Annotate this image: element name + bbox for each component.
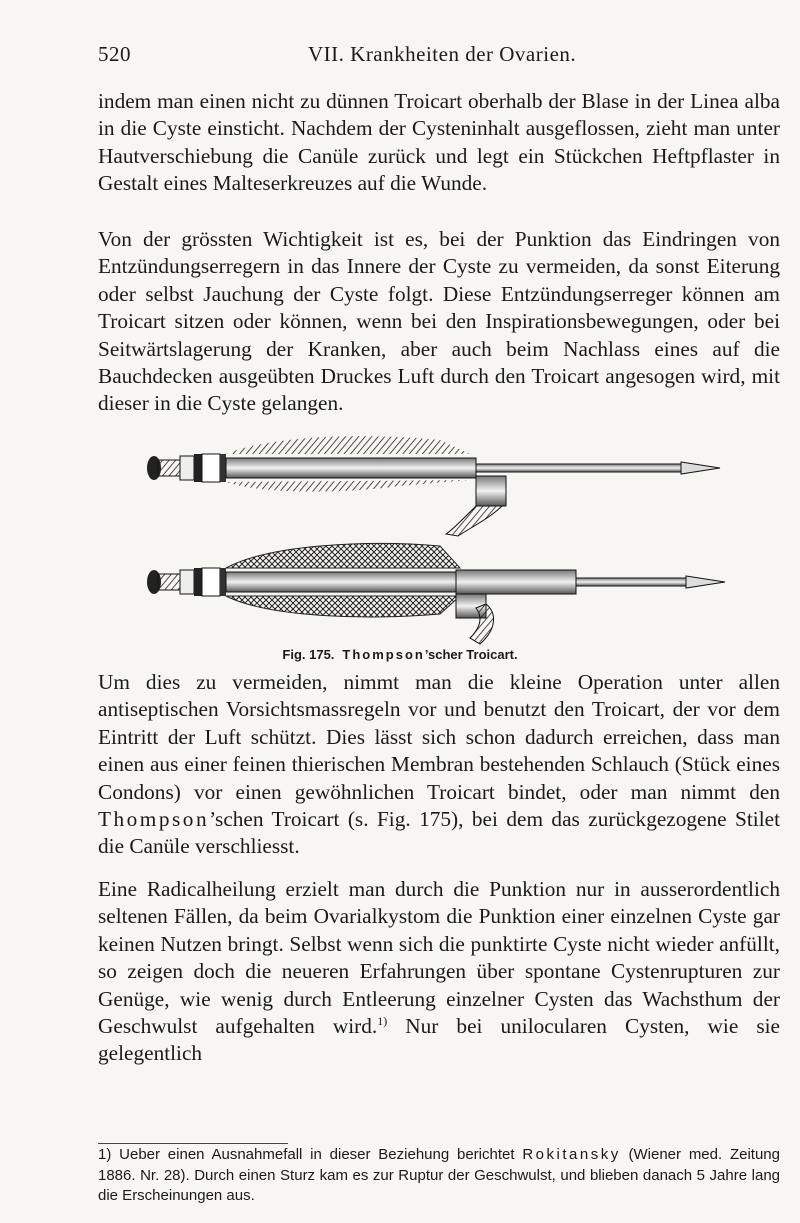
figure-label: Fig. 175. [282, 647, 335, 662]
troicart-upper [147, 436, 720, 536]
figure-caption-rest: ’scher Troicart. [424, 647, 518, 662]
footnote [98, 1145, 780, 1207]
paragraph-3 [98, 669, 780, 861]
paragraph-2: Von der grössten Wichtigkeit ist es, bei der Punktion das Eindringen von Entzündungserregern in das Innere der Cyste zu vermeiden, da sonst Eiterung oder selbst Jauchung der Cyste folgt. Diese Entzündungserreger können am Troicart sitzen oder können, wenn bei den Inspirationsbewegungen, oder bei Seitwärtslagerung der Kranken, aber auch beim Nachlass eines auf die Bauchdecken ausgeübten Druckes Luft durch den Troicart angesogen wird, mit dieser in die Cyste gelangen. [98, 227, 780, 416]
paragraph-3-text-a: Um dies zu vermeiden, nimmt man die kleine Operation unter allen antiseptischen Vorsichtsmassregeln vor und benutzt den Troicart, der vor dem Eintritt der Luft schützt. Dies lässt sich schon dadurch erreichen, dass man einen aus einer feinen thierischen Membran bestehenden Schlauch (Stück eines Condons) vor einen gewöhnlichen Troicart bindet, oder man nimmt den [98, 670, 780, 804]
footnote-reference[interactable]: 1) [377, 1013, 388, 1028]
paragraph-4-text-a: Eine Radicalheilung erzielt man durch die Punktion nur in ausserordentlich seltenen Fällen, da beim Ovarialkystom die Punktion einer einzelnen Cyste gar keinen Nutzen bringt. Selbst wenn sich die punktirte Cyste nicht wieder anfüllt, so zeigen doch die neueren Erfahrungen über spontane Cystenrupturen zur Genüge, wie wenig durch Entleerung einzelner Cysten das Wachsthum der Geschwulst aufgehalten wird. [98, 877, 780, 1039]
figure-caption [0, 647, 800, 662]
running-title: VII. Krankheiten der Ovarien. [308, 42, 577, 66]
footnote-text-b: (Wiener med. Zeitung 1886. Nr. 28). Durch einen Sturz kam es zur Ruptur der Geschwulst, und blieben danach 5 Jahre lang die Erscheinungen aus. [98, 1146, 780, 1204]
page-header [98, 42, 778, 72]
paragraph-1: indem man einen nicht zu dünnen Troicart oberhalb der Blase in der Linea alba in die Cyste einsticht. Nachdem der Cysteninhalt ausgeflossen, zieht man unter Hautverschiebung die Canüle zurück und legt ein Stückchen Heftpflaster in Gestalt eines Malteserkreuzes auf die Wunde. [98, 89, 780, 196]
troicart-illustration [140, 432, 730, 657]
paragraph-4 [98, 876, 780, 1068]
footnote-author: Rokitansky [522, 1146, 621, 1163]
footnote-divider [98, 1143, 288, 1144]
paragraph-3-text-b: ’schen Troicart (s. Fig. 175), bei dem das zurückgezogene Stilet die Canüle verschliesst. [98, 807, 780, 859]
figure-author-name: Thompson [342, 647, 425, 662]
paragraph-4-text-b: Nur bei unilocularen Cysten, wie sie gelegentlich [98, 1014, 780, 1066]
page-number: 520 [98, 42, 131, 66]
footnote-text-a: Ueber einen Ausnahmefall in dieser Beziehung berichtet [111, 1146, 523, 1163]
troicart-drawing [140, 432, 730, 657]
footnote-marker: 1) [98, 1146, 112, 1163]
troicart-lower [147, 544, 725, 644]
paragraph-3-name: Thompson [98, 807, 210, 832]
